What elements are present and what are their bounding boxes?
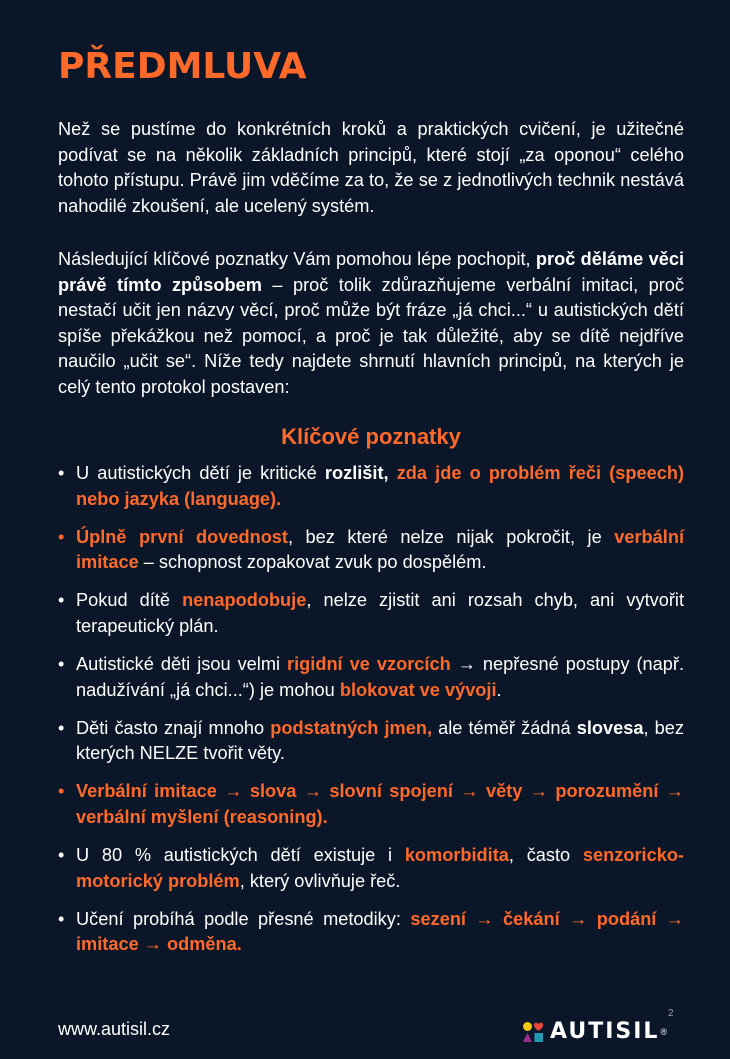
logo-wordmark: AUTISIL [550, 1019, 660, 1044]
intro-paragraph-2 [58, 247, 684, 401]
list-item [58, 907, 684, 958]
item-text: . [496, 679, 502, 700]
item-text: , bez které nelze nijak pokročit, je [287, 526, 615, 547]
item-highlight: blokovat ve vývoji [339, 679, 497, 700]
item-highlight: verbální imitace [76, 526, 684, 573]
list-item [58, 716, 684, 767]
item-text: Děti často znají mnoho [76, 717, 271, 738]
key-points-list [58, 461, 684, 971]
list-item [58, 843, 684, 894]
key-points-heading: Klíčové poznatky [281, 424, 461, 449]
colored-shapes-logo-icon [522, 1021, 544, 1043]
item-text: Pokud dítě [76, 590, 183, 611]
list-item [58, 525, 684, 576]
item-highlight: rigidní ve vzorcích [287, 654, 451, 675]
item-highlight: zda jde o problém řeči (speech) nebo jazyka (language). [76, 463, 684, 509]
intro-paragraph-1: Než se pustíme do konkrétních kroků a praktických cvičení, je užitečné podívat se na několik základních principů, které stojí „za oponou“ celého tohoto přístupu. Právě jim vděčíme za to, že se z jednotlivých technik nestává nahodilé zkoušení, ale ucelený systém. [58, 119, 684, 216]
item-text: , nelze zjistit ani rozsah chyb, ani vytvořit terapeutický plán. [76, 590, 684, 636]
item-highlight: nenapodobuje [182, 590, 307, 611]
page-title: PŘEDMLUVA [58, 46, 307, 87]
item-highlight: komorbidita [404, 845, 509, 866]
autisil-logo [522, 1019, 667, 1044]
intro-emphasis: proč děláme věci právě tímto způsobem [58, 249, 684, 295]
page-number: 2 [668, 1008, 674, 1019]
item-highlight: senzoricko-motorický problém [76, 845, 684, 891]
item-text: , který ovlivňuje řeč. [239, 870, 401, 891]
item-text: U 80 % autistických dětí existuje i [76, 845, 405, 866]
list-item [58, 652, 684, 703]
item-text: Autistické děti jsou velmi [76, 654, 288, 675]
item-text: Učení probíhá podle přesné metodiky: [76, 908, 411, 929]
intro-text: – proč tolik zdůrazňujeme verbální imitaci, proč nestačí učit jen názvy věcí, proč může být fráze „já chci...“ u autistických dětí spíše překážkou než pomocí, a proč je tak důležité, aby se dítě nejdříve naučilo „učit se“. Níže tedy najdete shrnutí hlavních principů, na kterých je celý tento protokol postaven: [58, 274, 684, 397]
registered-mark: ® [660, 1026, 668, 1037]
item-highlight: Verbální imitace → slova → slovní spojení → věty → porozumění → verbální myšlení (reasoning). [76, 781, 684, 828]
intro-text: Následující klíčové poznatky Vám pomohou lépe pochopit, [58, 249, 536, 269]
item-text: U autistických dětí je kritické [76, 463, 325, 483]
item-text: → nepřesné postupy (např. nadužívání „já chci...“) je mohou [76, 654, 685, 700]
list-item [58, 461, 684, 512]
item-text: , často [508, 845, 583, 866]
list-item [58, 779, 684, 830]
item-text: , bez kterých NELZE tvořit věty. [76, 717, 684, 764]
item-highlight: podstatných jmen, [270, 717, 433, 738]
item-highlight: Úplně první dovednost [76, 526, 288, 547]
item-bold: rozlišit, [324, 463, 389, 483]
item-text: – schopnost zopakovat zvuk po dospělém. [138, 552, 487, 573]
item-text: ale téměř žádná [432, 717, 577, 738]
item-bold: slovesa [576, 717, 644, 738]
item-highlight: sezení → čekání → podání → imitace → odměna. [76, 908, 684, 955]
website-link[interactable]: www.autisil.cz [58, 1019, 171, 1039]
list-item [58, 588, 684, 639]
